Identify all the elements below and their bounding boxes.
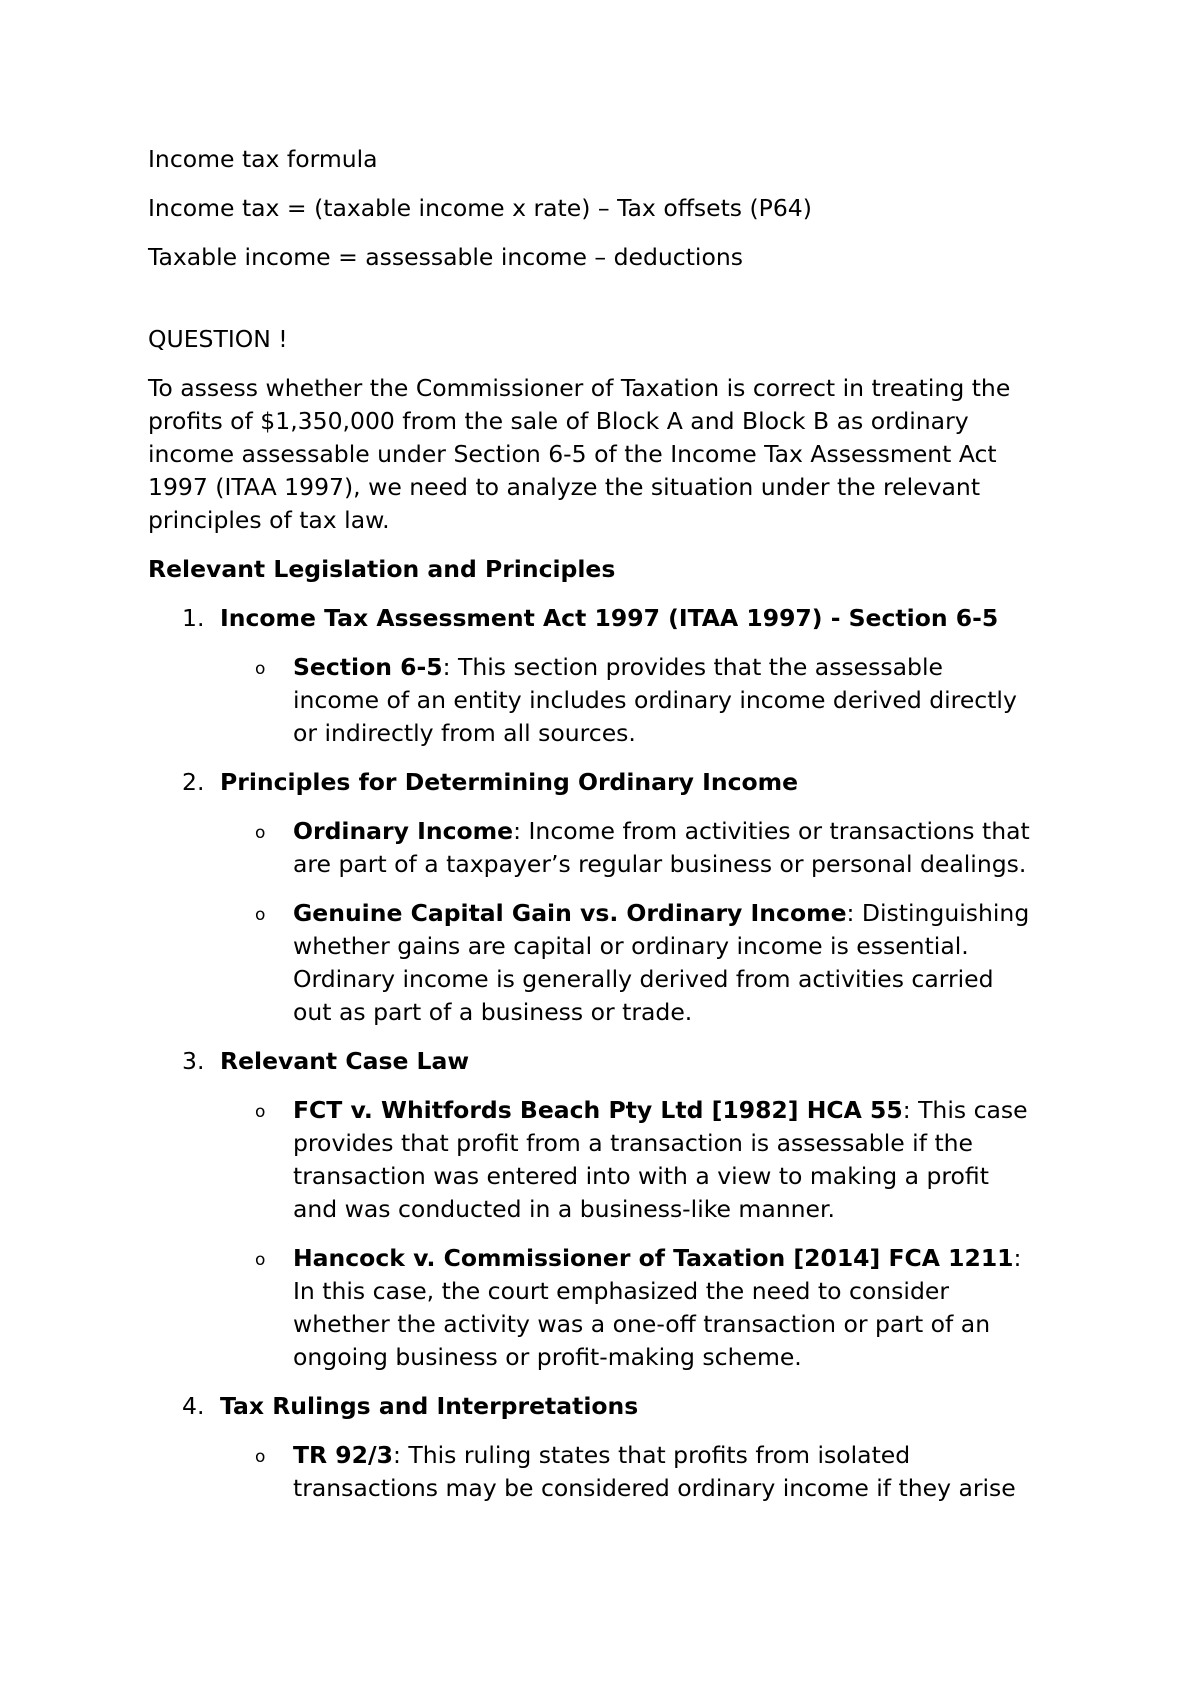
sub-item-text: : [1013,1244,1022,1272]
circle-bullet-icon: o [255,1102,266,1122]
sub-item-text: or indirectly from all sources. [293,719,636,747]
item-title: Relevant Case Law [220,1047,470,1075]
sub-item-term: FCT v. Whitfords Beach Pty Ltd [1982] HCA 55 [293,1096,903,1124]
sub-item-text: In this case, the court emphasized the need to consider [293,1277,949,1305]
sub-item-text: Ordinary income is generally derived from activities carried [293,965,994,993]
sub-item [148,897,1068,1029]
question-paragraph [148,372,1068,537]
sub-item-text: : This section provides that the assessable [442,653,943,681]
sub-item-text: whether gains are capital or ordinary income is essential. [293,932,969,960]
sub-item-text: : Income from activities or transactions that [513,817,1030,845]
paragraph-line: income assessable under Section 6-5 of the Income Tax Assessment Act [148,440,997,468]
item-title: Income Tax Assessment Act 1997 (ITAA 1997) - Section 6-5 [220,604,999,632]
sub-item-text: transactions may be considered ordinary income if they arise [293,1474,1016,1502]
sub-item-term: Hancock v. Commissioner of Taxation [2014] FCA 1211 [293,1244,1014,1272]
sub-item-text: ongoing business or profit-making scheme. [293,1343,802,1371]
sub-item-text: whether the activity was a one-off transaction or part of an [293,1310,991,1338]
sub-item-term: Genuine Capital Gain vs. Ordinary Income [293,899,847,927]
income-tax-formula: Income tax = (taxable income x rate) – Tax offsets (P64) [148,194,812,222]
numbered-item [148,766,1068,799]
sub-item-term: TR 92/3 [293,1441,393,1469]
question-label: QUESTION ! [148,325,288,353]
paragraph-line: To assess whether the Commissioner of Taxation is correct in treating the [148,374,1011,402]
numbered-item [148,1045,1068,1078]
sub-item [148,1242,1068,1374]
sub-item [148,1094,1068,1226]
numbered-item [148,602,1068,635]
circle-bullet-icon: o [255,905,266,925]
sub-item-text: provides that profit from a transaction is assessable if the [293,1129,974,1157]
sub-item-text: : Distinguishing [846,899,1030,927]
item-title: Tax Rulings and Interpretations [220,1392,639,1420]
section-heading: Relevant Legislation and Principles [148,555,616,583]
sub-item-text: transaction was entered into with a view to making a profit [293,1162,989,1190]
sub-item-text: and was conducted in a business-like manner. [293,1195,835,1223]
paragraph-line: principles of tax law. [148,506,390,534]
paragraph-line: profits of $1,350,000 from the sale of Block A and Block B as ordinary [148,407,969,435]
circle-bullet-icon: o [255,659,266,679]
circle-bullet-icon: o [255,1447,266,1467]
document-page [148,143,1068,1521]
sub-item-text: income of an entity includes ordinary income derived directly [293,686,1017,714]
sub-item [148,815,1068,881]
sub-item [148,1439,1068,1505]
formula-title: Income tax formula [148,145,378,173]
paragraph-line: 1997 (ITAA 1997), we need to analyze the situation under the relevant [148,473,981,501]
item-number: 4. [182,1392,205,1420]
sub-item-text: : This ruling states that profits from isolated [392,1441,911,1469]
sub-item-term: Section 6-5 [293,653,443,681]
item-number: 2. [182,768,205,796]
item-number: 1. [182,604,205,632]
circle-bullet-icon: o [255,823,266,843]
item-number: 3. [182,1047,205,1075]
taxable-income-formula: Taxable income = assessable income – deductions [148,243,743,271]
item-title: Principles for Determining Ordinary Income [220,768,799,796]
sub-item [148,651,1068,750]
numbered-item [148,1390,1068,1423]
circle-bullet-icon: o [255,1250,266,1270]
sub-item-text: are part of a taxpayer’s regular business or personal dealings. [293,850,1027,878]
sub-item-text: out as part of a business or trade. [293,998,693,1026]
sub-item-term: Ordinary Income [293,817,514,845]
sub-item-text: : This case [902,1096,1028,1124]
